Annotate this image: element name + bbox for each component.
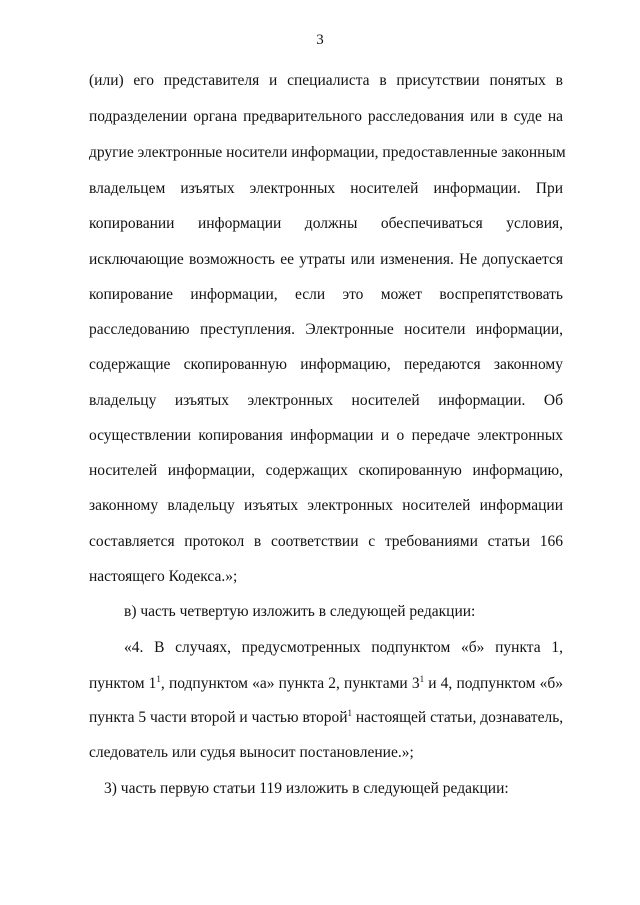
text-fragment: пункта 5 части второй и частью второй <box>89 709 348 726</box>
text-line: в) часть четвертую изложить в следующей редакции: <box>124 603 476 620</box>
superscript: 1 <box>419 674 425 684</box>
superscript: 1 <box>156 674 161 684</box>
text-line: (или) его представителя и специалиста в присутствии понятых в <box>89 72 563 89</box>
text-line: копирование информации, если это может воспрепятствовать <box>89 286 563 303</box>
text-line <box>89 674 563 694</box>
text-line: носителей информации, содержащих скопированную информацию, <box>89 462 563 479</box>
text-line: «4. В случаях, предусмотренных подпунктом «б» пункта 1, <box>124 639 563 656</box>
text-line: законному владельцу изъятых электронных носителей информации <box>89 497 563 514</box>
text-line: осуществлении копирования информации и о передаче электронных <box>89 427 563 444</box>
text-line: подразделении органа предварительного расследования или в суде на <box>89 108 563 125</box>
text-fragment: настоящей статьи, дознаватель, <box>352 709 564 726</box>
text-line: содержащие скопированную информацию, передаются законному <box>89 356 563 373</box>
superscript: 1 <box>347 708 352 718</box>
text-line: владельцем изъятых электронных носителей информации. При <box>89 180 563 197</box>
text-fragment: пунктом 1 <box>89 675 157 692</box>
text-line: 3) часть первую статьи 119 изложить в следующей редакции: <box>104 780 509 797</box>
text-line: следователь или судья выносит постановление.»; <box>89 744 414 761</box>
text-line: исключающие возможность ее утраты или изменения. Не допускается <box>89 251 563 268</box>
page-number: 3 <box>316 32 324 48</box>
text-line <box>89 708 563 728</box>
text-line: настоящего Кодекса.»; <box>89 568 238 585</box>
text-line: владельцу изъятых электронных носителей информации. Об <box>89 392 563 409</box>
text-fragment: и 4, подпунктом «б» <box>424 675 563 692</box>
text-line: копировании информации должны обеспечиваться условия, <box>89 215 563 232</box>
text-line: другие электронные носители информации, предоставленные законным <box>89 144 566 161</box>
text-fragment: , подпунктом «а» пункта 2, пунктами 3 <box>160 675 420 692</box>
text-line: составляется протокол в соответствии с требованиями статьи 166 <box>89 533 563 550</box>
text-line: расследованию преступления. Электронные носители информации, <box>89 321 563 338</box>
